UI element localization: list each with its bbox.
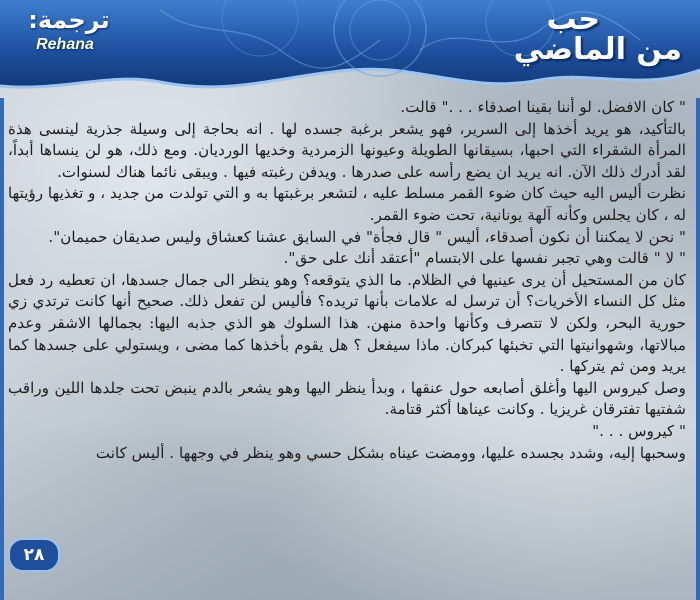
paragraph: كان من المستحيل أن يرى عينيها في الظلام. ما الذي يتوقعه؟ وهو ينظر الى جمال جسدها، ان تعطيه رد فعل مثل كل النساء الأخريات؟ أن ترسل له علامات بأنها تريده؟ فأليس لن تفعل ذلك. صحيح أنها كانت ترتدي زي حورية البحر، ولكن لا تتصرف وكأنها واحدة منهن. هذا السلوك هو الذي جذبه اليها: بجمالها الاشقر وعدم مبالاتها، وشهوانيتها التي تخبئها كبركان. ماذا سيفعل ؟ هل يقوم بأخذها كما مضى ، ويستولي على جسدها كما يريد ومن ثم يتركها . [8, 270, 686, 376]
paragraph: وسحبها إليه، وشدد بجسده عليها، وومضت عيناه بشكل حسي وهو ينظر في وجهها . أليس كانت [95, 443, 686, 462]
paragraph: " لا " قالت وهي تجبر نفسها على الابتسام "أعتقد أنك على حق". [283, 249, 686, 268]
paragraph: بالتأكيد، هو يريد أخذها إلى السرير، فهو يشعر برغبة جسده لها . انه بحاجة إلى وسيلة جذرية لينسى هذة المرأة الشقراء التي احبها، بسيقانها الطويلة وعيونها الزمردية وخديها الورديان. ومع ذلك، هو لن ينساها أبداً، لقد أدرك ذلك الآن. انه يريد ان يضع رأسه على صدرها . ويدفن رغبته فيها . ويبقى نائما هناك لسنوات. [8, 119, 686, 181]
paragraph: " كيروس . . ." [592, 421, 686, 440]
page-border-left [0, 98, 4, 600]
paragraph: " نحن لا يمكننا أن نكون أصدقاء، أليس " قال فجأة" في السابق عشنا كعشاق وليس صديقان حميمان". [48, 227, 686, 246]
story-title-line2: من الماضي [513, 32, 682, 67]
page-number-badge: ٢٨ [8, 538, 60, 572]
story-text [8, 97, 686, 464]
paragraph: نظرت أليس اليه حيث كان ضوء القمر مسلط عليه ، لتشعر برغبتها به و التي تولدت من جديد ، و تغذيها رؤيتها له ، كان يجلس وكأنه آلهة يونانية، تحت ضوء القمر. [8, 184, 686, 224]
translator-name: Rehana [36, 36, 94, 53]
story-title-line1: حب [546, 2, 600, 37]
translator-label: ترجمة: [28, 6, 110, 34]
paragraph: " كان الافضل. لو أننا بقينا اصدقاء . . ." قالت. [400, 98, 686, 116]
page-border-right [696, 98, 700, 600]
paragraph: وصل كيروس اليها وأغلق أصابعه حول عنقها ، وبدأ ينظر اليها وهو يشعر بالدم ينبض تحت جلدها اللين وراقب شفتيها تفترقان غريزيا . وكانت عيناها أكثر قتامة. [8, 378, 686, 419]
